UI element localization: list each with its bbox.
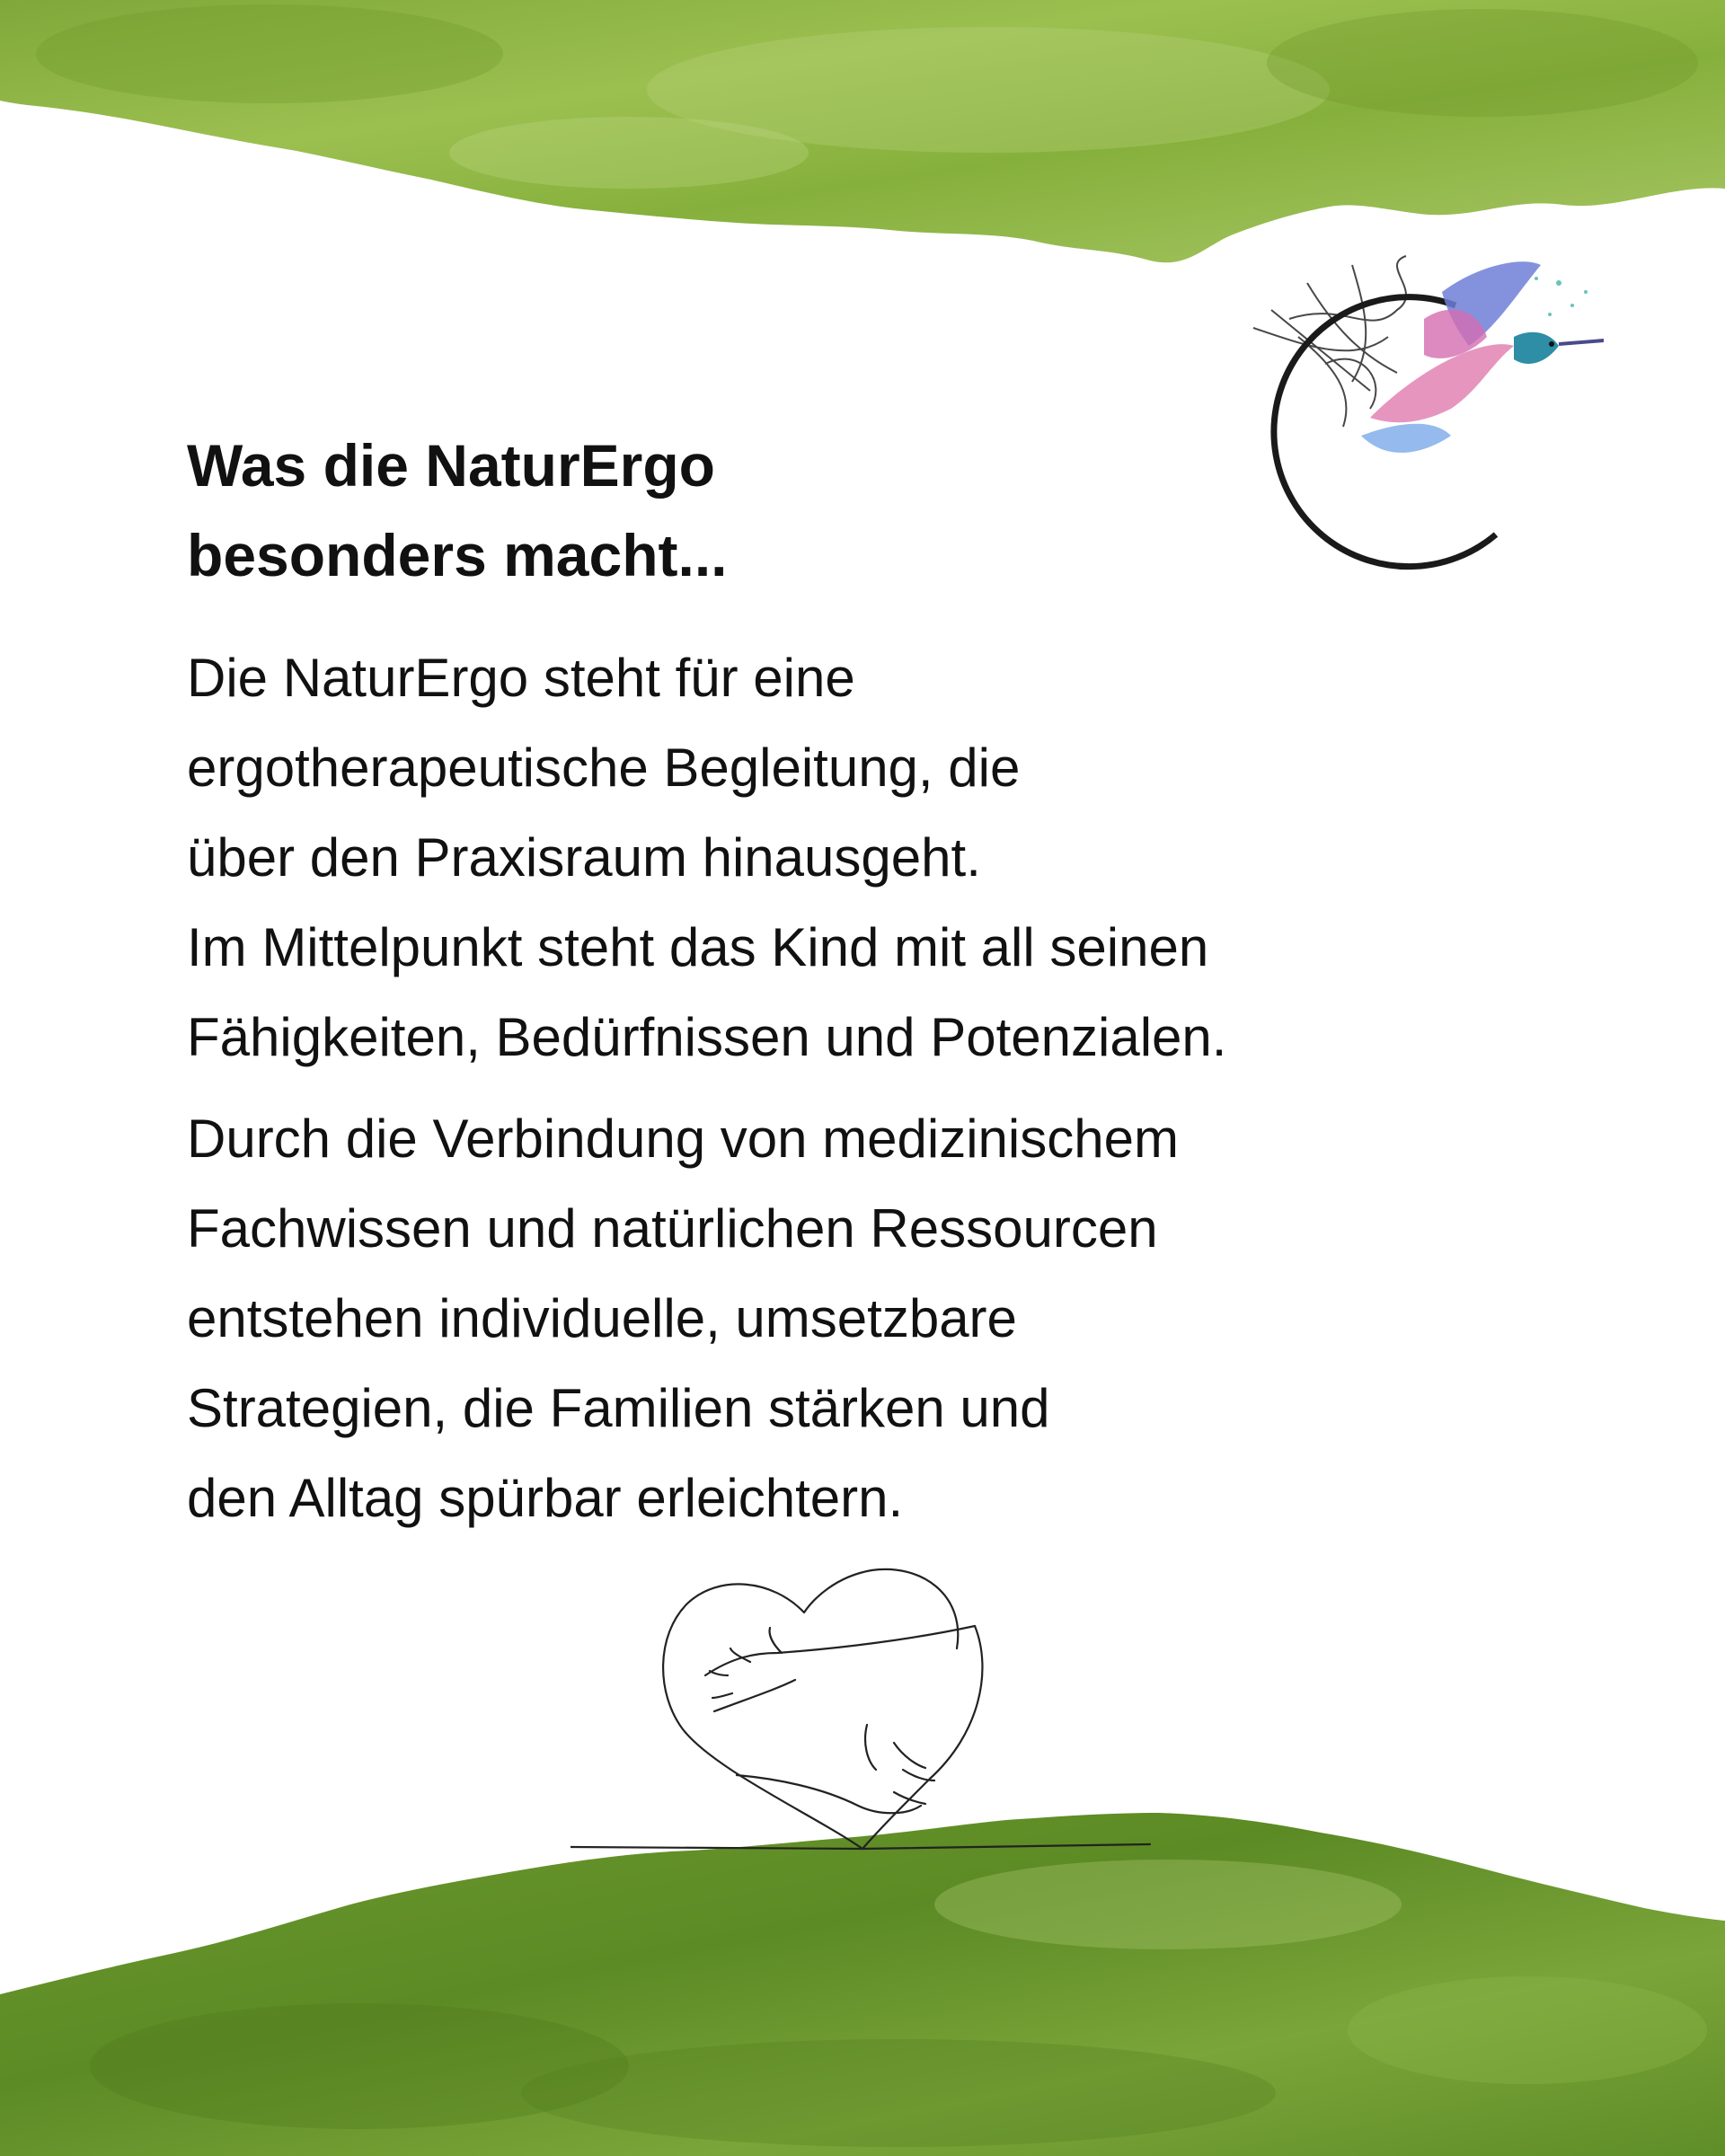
paragraph-line: über den Praxisraum hinausgeht. — [187, 827, 981, 888]
page-title — [187, 420, 1175, 600]
paragraph-line: Fachwissen und natürlichen Ressourcen — [187, 1198, 1158, 1259]
paragraph-line: ergotherapeutische Begleitung, die — [187, 738, 1021, 798]
strategy-paragraph — [187, 1094, 1179, 1543]
paragraph-line: den Alltag spürbar erleichtern. — [187, 1468, 904, 1528]
intro-paragraph — [187, 633, 1226, 1082]
paragraph-line: Fähigkeiten, Bedürfnissen und Potenzialen. — [187, 1007, 1227, 1067]
hummingbird-logo-icon — [1217, 229, 1604, 570]
paragraph-line: entstehen individuelle, umsetzbare — [187, 1288, 1017, 1348]
paragraph-line: Strategien, die Familien stärken und — [187, 1378, 1050, 1438]
title-line: besonders macht... — [187, 522, 728, 588]
title-line: Was die NaturErgo — [187, 432, 715, 499]
paragraph-line: Die NaturErgo steht für eine — [187, 648, 855, 708]
paragraph-line: Im Mittelpunkt steht das Kind mit all seinen — [187, 917, 1209, 977]
heart-hug-line-art-icon — [571, 1563, 1154, 1860]
paragraph-line: Durch die Verbindung von medizinischem — [187, 1109, 1179, 1169]
